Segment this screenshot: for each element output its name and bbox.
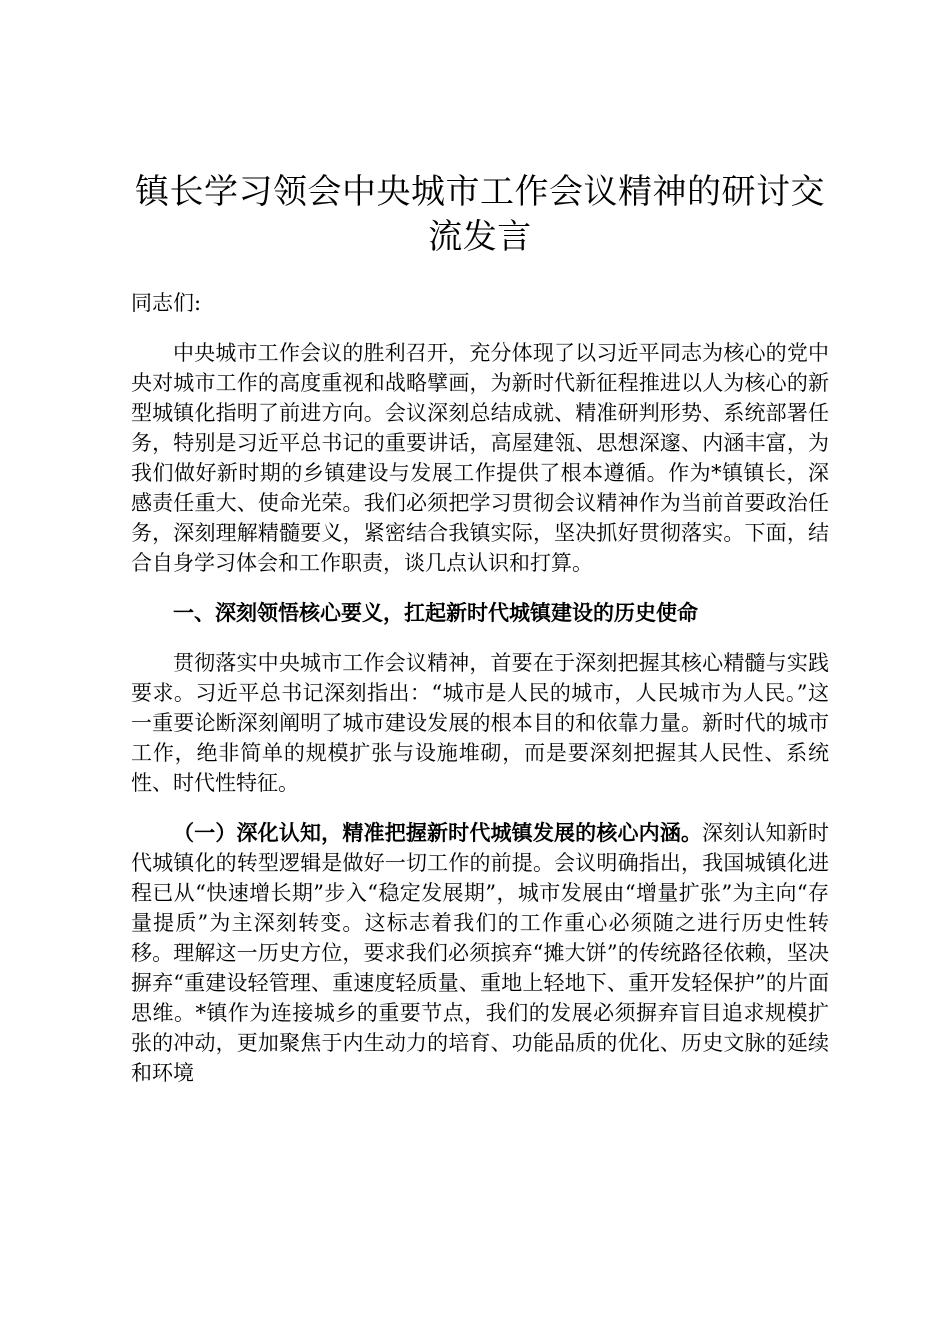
section-heading-1: 一、深刻领悟核心要义，扛起新时代城镇建设的历史使命 [173, 600, 698, 625]
intro-paragraph: 中央城市工作会议的胜利召开，充分体现了以习近平同志为核心的党中央对城市工作的高度重视和战略擘画，为新时代新征程推进以人为核心的新型城镇化指明了前进方向。会议深刻总结成就、精准研判形势、系统部署任务，特别是习近平总书记的重要讲话，高屋建瓴、思想深邃、内涵丰富，为我们做好新时期的乡镇建设与发展工作提供了根本遵循。作为*镇镇长，深感责任重大、使命光荣。我们必须把学习贯彻会议精神作为当前首要政治任务，深刻理解精髓要义，紧密结合我镇实际，坚决抓好贯彻落实。下面，结合自身学习体会和工作职责，谈几点认识和打算。 [131, 341, 829, 575]
greeting: 同志们: [131, 291, 202, 315]
subsection-1-lead: （一）深化认知，精准把握新时代城镇发展的核心内涵。 [173, 820, 703, 845]
document-page [131, 170, 829, 1088]
section-1-paragraph: 贯彻落实中央城市工作会议精神，首要在于深刻把握其核心精髓与实践要求。习近平总书记深刻指出：“城市是人民的城市，人民城市为人民。”这一重要论断深刻阐明了城市建设发展的根本目的和依靠力量。新时代的城市工作，绝非简单的规模扩张与设施堆砌，而是要深刻把握其人民性、系统性、时代性特征。 [131, 651, 829, 795]
subsection-1-body: 深刻认知新时代城镇化的转型逻辑是做好一切工作的前提。会议明确指出，我国城镇化进程已从“快速增长期”步入“稳定发展期”，城市发展由“增量扩张”为主向“存量提质”为主深刻转变。这标志着我们的工作重心必须随之进行历史性转移。理解这一历史方位，要求我们必须摈弃“摊大饼”的传统路径依赖，坚决摒弃“重建设轻管理、重速度轻质量、重地上轻地下、重开发轻保护”的片面思维。*镇作为连接城乡的重要节点，我们的发展必须摒弃盲目追求规模扩张的冲动，更加聚焦于内生动力的培育、功能品质的优化、历史文脉的延续和环境 [131, 821, 830, 1085]
subsection-1-paragraph [131, 818, 829, 1088]
document-title: 镇长学习领会中央城市工作会议精神的研讨交流发言 [135, 172, 825, 257]
